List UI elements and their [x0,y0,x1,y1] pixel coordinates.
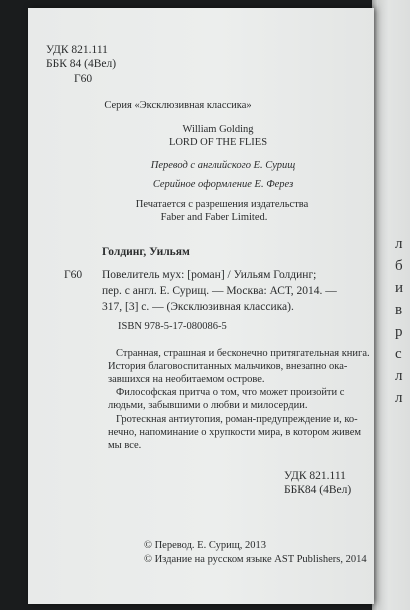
bbk-top: ББК 84 (4Вел) [46,58,117,70]
udk-top: УДК 821.111 [46,44,108,56]
facing-fragment-6: с [395,346,402,362]
annotation-line-8: мы все. [108,440,142,451]
design-credit: Серийное оформление Е. Ферез [152,179,294,190]
annotation-line-7: нечно, напоминание о хрупкости мира, в котором живем [108,427,362,438]
series-line: Серия «Эксклюзивная классика» [104,100,252,111]
isbn: ISBN 978-5-17-080086-5 [118,321,227,332]
annotation-line-3: завшихся на необитаемом острове. [108,374,265,385]
facing-fragment-7: л [395,368,403,384]
biblio-line-3: 317, [3] с. — (Эксклюзивная классика). [102,301,294,313]
annotation-line-5: людьми, забывшими о любви и милосердии. [108,400,308,411]
author-en: William Golding [182,124,254,135]
bbk-bottom: ББК84 (4Вел) [284,484,352,496]
author-heading: Голдинг, Уильям [102,246,190,258]
translation-credit: Перевод с английского Е. Сурищ [150,160,296,171]
copyright-translation: © Перевод. Е. Сурищ, 2013 [144,540,267,551]
facing-fragment-2: б [395,258,403,274]
annotation-line-4: Философская притча о том, что может произойти с [116,387,345,398]
g60-top: Г60 [74,73,93,85]
annotation-line-6: Гротескная антиутопия, роман-предупреждение и, ко- [116,414,358,425]
annotation-line-1: Странная, страшная и бесконечно притягательная книга. [116,348,370,359]
annotation-line-2: История благовоспитанных мальчиков, внезапно ока- [108,361,348,372]
facing-fragment-3: и [395,280,404,296]
copyright-page [28,8,374,604]
title-en: LORD OF THE FLIES [168,137,268,148]
permission-line-1: Печатается с разрешения издательства [135,199,309,210]
facing-fragment-1: л [395,236,403,252]
biblio-line-2: пер. с англ. Е. Сурищ. — Москва: АСТ, 2014. — [102,285,337,297]
facing-fragment-8: л [395,390,403,406]
biblio-code: Г60 [64,269,83,281]
facing-fragment-5: р [395,324,403,340]
facing-fragment-4: в [395,302,403,318]
biblio-line-1: Повелитель мух: [роман] / Уильям Голдинг; [102,269,317,281]
permission-line-2: Faber and Faber Limited. [160,212,268,223]
copyright-edition: © Издание на русском языке AST Publishers, 2014 [144,554,367,565]
facing-page [374,0,410,610]
udk-bottom: УДК 821.111 [284,470,346,482]
